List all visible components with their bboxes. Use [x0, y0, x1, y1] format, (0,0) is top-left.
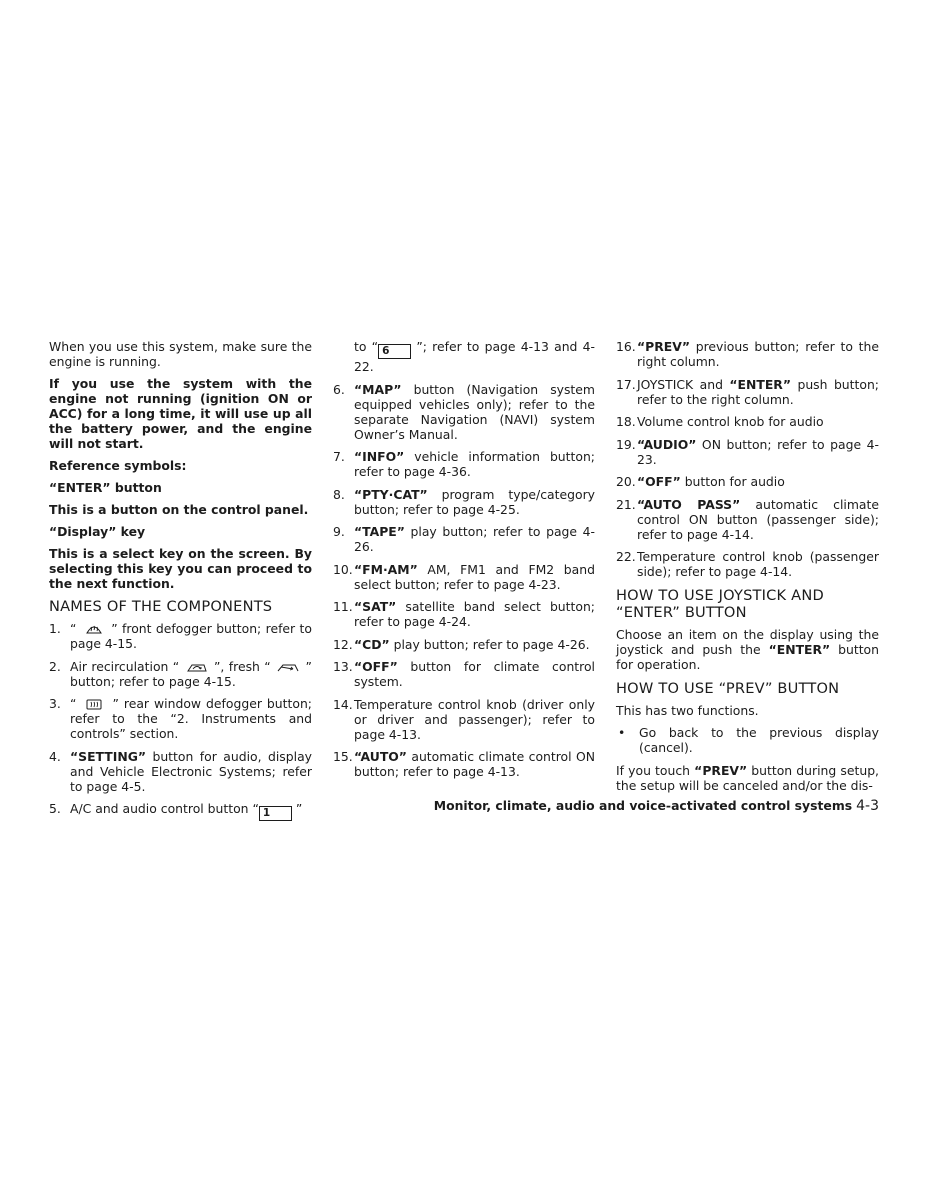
- item-number: 14.: [333, 696, 353, 712]
- joystick-paragraph: [616, 627, 879, 672]
- section-heading-prev: HOW TO USE “PREV” BUTTON: [616, 680, 840, 697]
- item-text: ” button; refer to page 4-15.: [70, 658, 312, 689]
- component-item-9: [333, 524, 595, 554]
- item-label: “OFF”: [354, 659, 398, 674]
- item-text: A/C and audio control button “: [70, 801, 259, 816]
- item-number: 5.: [49, 801, 61, 816]
- item-number: 1.: [49, 621, 61, 636]
- item-label: “OFF”: [637, 474, 681, 489]
- component-item-22: [616, 549, 879, 579]
- prev-intro: This has two functions.: [616, 703, 759, 718]
- item-body: [354, 562, 595, 592]
- display-key-symbol: “Display” key: [49, 524, 146, 539]
- item-text: to “: [354, 339, 379, 354]
- item-number: 2.: [49, 658, 61, 674]
- component-item-2: [49, 659, 312, 689]
- item-number: 21.: [616, 496, 636, 512]
- item-label: “SETTING”: [70, 748, 147, 764]
- item-label: “TAPE”: [354, 524, 405, 539]
- display-key-description: This is a select key on the screen. By selecting this key you can proceed to the next function.: [49, 546, 312, 591]
- component-item-7: [333, 449, 595, 479]
- item-number: 18.: [616, 414, 636, 429]
- component-item-13: [333, 659, 595, 689]
- component-item-16: [616, 339, 879, 369]
- item-body: [637, 474, 879, 489]
- component-item-6: [333, 382, 595, 442]
- item-label: “CD”: [354, 636, 390, 652]
- item-text: play button; refer to page 4-26.: [354, 524, 595, 554]
- reference-symbols-label: Reference symbols:: [49, 458, 187, 473]
- component-item-12: [333, 637, 595, 652]
- item-text: ” rear window defogger button; refer to the “2. Instruments and controls” section.: [70, 696, 312, 741]
- component-item-20: [616, 474, 879, 489]
- item-text: ”; refer to page 4-13 and 4-22.: [354, 339, 595, 374]
- section-heading-joystick: HOW TO USE JOYSTICK AND “ENTER” BUTTON: [616, 587, 824, 621]
- item-label: “FM·AM”: [354, 561, 418, 577]
- item-label: “AUTO”: [354, 749, 407, 764]
- item-label: “SAT”: [354, 599, 397, 614]
- item-body: [354, 637, 595, 652]
- item-number: 12.: [333, 636, 353, 652]
- air-recirculation-icon: [184, 661, 210, 673]
- item-text: Temperature control knob (driver only or driver and passenger); refer to page 4-13.: [354, 696, 595, 742]
- item-number: 16.: [616, 339, 636, 354]
- item-body: [637, 414, 879, 429]
- paragraph-text: Choose an item on the display using the joystick and push the: [616, 627, 879, 657]
- item-number: 10.: [333, 561, 353, 577]
- item-body: [637, 549, 879, 579]
- component-item-14: [333, 697, 595, 742]
- item-number: 15.: [333, 749, 353, 764]
- item-label: “AUTO PASS”: [637, 496, 741, 512]
- item-text: previous button; refer to the right column.: [637, 339, 879, 369]
- item-text: JOYSTICK and: [637, 376, 730, 392]
- bullet-text: Go back to the previous display (cancel).: [639, 725, 879, 755]
- key-box-6: 6: [378, 344, 411, 359]
- item-number: 9.: [333, 524, 345, 539]
- paragraph-text: button for operation.: [616, 642, 879, 672]
- item-number: 20.: [616, 474, 636, 489]
- item-text: satellite band select button; refer to page 4-24.: [354, 599, 595, 629]
- component-item-4: [49, 749, 312, 794]
- left-column: [49, 339, 312, 829]
- item-number: 22.: [616, 549, 636, 564]
- item-text: ON button; refer to page 4-23.: [637, 436, 879, 467]
- component-item-1: [49, 621, 312, 651]
- item-body: [637, 497, 879, 542]
- footer-section-title: Monitor, climate, audio and voice-activated control systems: [433, 798, 853, 813]
- item-label: “ENTER”: [729, 376, 791, 392]
- section-heading-components: NAMES OF THE COMPONENTS: [49, 598, 273, 615]
- continuation-item-5: [333, 339, 595, 374]
- item-text: “: [70, 696, 77, 711]
- item-number: 7.: [333, 449, 345, 464]
- item-number: 13.: [333, 659, 353, 674]
- component-item-11: [333, 599, 595, 629]
- intro-text: When you use this system, make sure the engine is running.: [49, 339, 312, 369]
- page-number: 4-3: [856, 798, 879, 814]
- item-body: [637, 377, 879, 407]
- rear-defogger-icon: [81, 698, 107, 710]
- component-item-8: [333, 487, 595, 517]
- item-body: [354, 449, 595, 479]
- item-number: 6.: [333, 381, 345, 397]
- item-text: automatic climate control ON button; refer to page 4-13.: [354, 749, 595, 779]
- paragraph-label: “ENTER”: [768, 642, 831, 657]
- item-text: button (Navigation system equipped vehicles only); refer to the separate Navigation (NAVI) system Owner’s Manual.: [354, 381, 595, 442]
- item-text: push button; refer to the right column.: [637, 376, 879, 407]
- item-text: button for climate control system.: [354, 659, 595, 689]
- paragraph-label: “PREV”: [694, 762, 748, 778]
- enter-button-symbol: “ENTER” button: [49, 480, 162, 495]
- item-body: [354, 749, 595, 779]
- paragraph-text: If you touch: [616, 762, 695, 778]
- page-footer: [434, 798, 879, 814]
- item-number: 8.: [333, 486, 345, 502]
- paragraph-text: button during setup, the setup will be canceled and/or the dis-: [616, 762, 879, 793]
- component-item-15: [333, 749, 595, 779]
- middle-column: [333, 339, 595, 787]
- front-defogger-icon: [81, 623, 107, 635]
- prev-paragraph: [616, 763, 879, 793]
- bullet-icon: •: [618, 725, 626, 740]
- item-text: automatic climate control ON button (passenger side); refer to page 4-14.: [637, 496, 879, 542]
- item-text: ”, fresh “: [214, 658, 271, 674]
- item-body: [354, 697, 595, 742]
- component-item-10: [333, 562, 595, 592]
- item-text: Volume control knob for audio: [637, 414, 824, 429]
- fresh-air-icon: [275, 661, 301, 673]
- item-label: “INFO”: [354, 449, 405, 464]
- bullet-item: [616, 725, 879, 755]
- item-text: play button; refer to page 4-26.: [389, 636, 590, 652]
- component-item-18: [616, 414, 879, 429]
- component-item-21: [616, 497, 879, 542]
- item-label: “PREV”: [637, 339, 690, 354]
- item-text: “: [70, 621, 77, 636]
- item-label: “MAP”: [354, 381, 402, 397]
- enter-button-description: This is a button on the control panel.: [49, 502, 309, 517]
- item-label: “PTY·CAT”: [354, 486, 428, 502]
- component-item-19: [616, 437, 879, 467]
- battery-warning: If you use the system with the engine not running (ignition ON or ACC) for a long time, it will use up all the battery power, and the engine will not start.: [49, 376, 312, 451]
- item-body: [354, 524, 595, 554]
- item-text: AM, FM1 and FM2 band select button; refer to page 4-23.: [354, 561, 595, 592]
- key-box-1: 1: [259, 806, 292, 821]
- item-number: 3.: [49, 696, 61, 711]
- item-text: button for audio: [680, 474, 785, 489]
- item-number: 19.: [616, 436, 636, 452]
- item-text: ”: [295, 801, 303, 816]
- item-body: [637, 339, 879, 369]
- component-item-3: [49, 696, 312, 741]
- item-label: “AUDIO”: [637, 436, 697, 452]
- item-body: [354, 599, 595, 629]
- item-body: [637, 437, 879, 467]
- item-body: [354, 487, 595, 517]
- item-text: program type/category button; refer to page 4-25.: [354, 486, 595, 517]
- item-text: Air recirculation “: [70, 658, 180, 674]
- component-item-17: [616, 377, 879, 407]
- item-text: ” front defogger button; refer to page 4-15.: [70, 621, 312, 651]
- item-number: 17.: [616, 376, 636, 392]
- item-text: Temperature control knob (passenger side); refer to page 4-14.: [637, 549, 879, 579]
- right-column: [616, 339, 879, 800]
- component-item-5: [49, 801, 312, 821]
- item-body: [354, 659, 595, 689]
- item-body: [354, 382, 595, 442]
- item-text: vehicle information button; refer to page 4-36.: [354, 449, 595, 479]
- item-number: 4.: [49, 748, 61, 764]
- item-text: button for audio, display and Vehicle Electronic Systems; refer to page 4-5.: [70, 748, 312, 794]
- item-number: 11.: [333, 599, 353, 614]
